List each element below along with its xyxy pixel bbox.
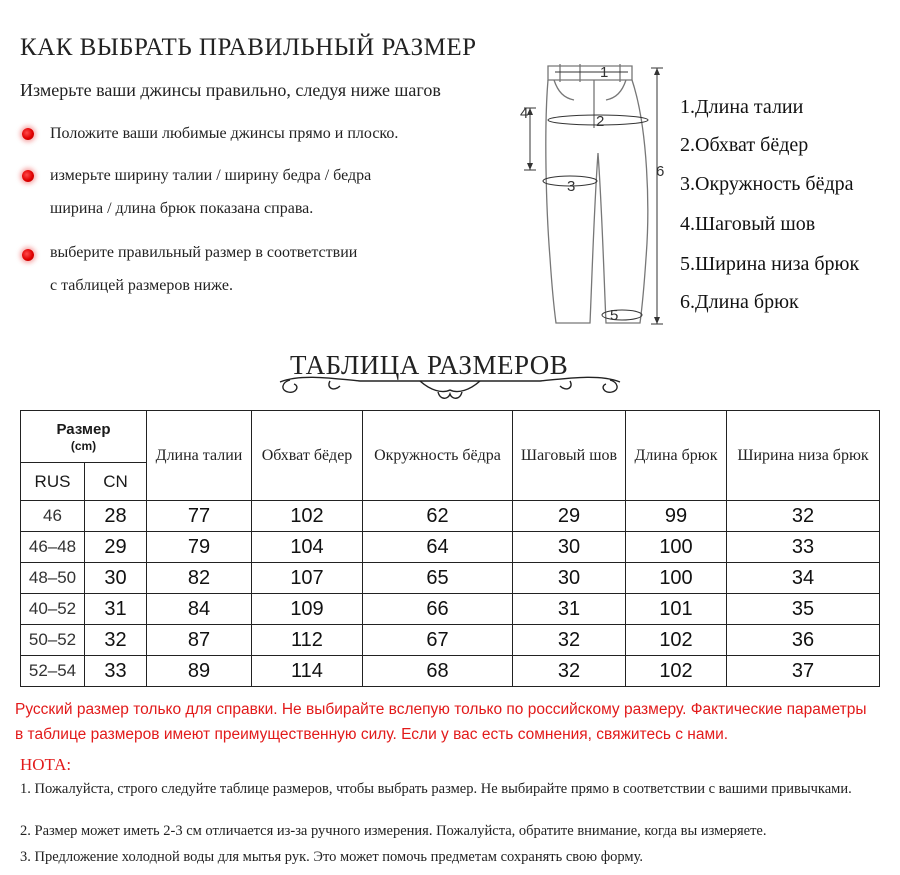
bullet-icon xyxy=(22,128,34,140)
step-2 xyxy=(50,159,371,225)
size-header xyxy=(21,411,147,463)
legend-item-thigh: 3.Окружность бёдра xyxy=(680,173,854,195)
diagram-label-5: 5 xyxy=(610,307,619,324)
legend-item-inseam: 4.Шаговый шов xyxy=(680,213,816,235)
column-header: Обхват бёдер xyxy=(252,411,363,501)
column-header: Длина брюк xyxy=(626,411,727,501)
cell-rus: 48–50 xyxy=(21,563,85,594)
table-cell: 100 xyxy=(626,532,727,563)
diagram-label-3: 3 xyxy=(567,178,576,195)
table-cell: 37 xyxy=(727,656,880,687)
column-header: Окружность бёдра xyxy=(363,411,513,501)
table-cell: 32 xyxy=(727,501,880,532)
step-line: выберите правильный размер в соответствии xyxy=(50,244,358,261)
table-cell: 35 xyxy=(727,594,880,625)
table-cell: 84 xyxy=(147,594,252,625)
table-cell: 89 xyxy=(147,656,252,687)
table-cell: 34 xyxy=(727,563,880,594)
table-cell: 79 xyxy=(147,532,252,563)
size-header-unit: (cm) xyxy=(70,438,97,453)
table-cell: 32 xyxy=(513,625,626,656)
note-item: 1. Пожалуйста, строго следуйте таблице размеров, чтобы выбрать размер. Не выбирайте прямо в соответствии с вашими привычками. xyxy=(20,781,852,797)
table-cell: 67 xyxy=(363,625,513,656)
cell-rus: 40–52 xyxy=(21,594,85,625)
rus-header: RUS xyxy=(21,463,85,501)
table-row xyxy=(21,625,880,656)
table-cell: 33 xyxy=(727,532,880,563)
table-cell: 102 xyxy=(252,501,363,532)
table-cell: 114 xyxy=(252,656,363,687)
step-3 xyxy=(50,236,357,302)
table-cell: 99 xyxy=(626,501,727,532)
legend-item-leg-opening: 5.Ширина низа брюк xyxy=(680,253,860,275)
table-cell: 102 xyxy=(626,656,727,687)
disclaimer-line: Русский размер только для справки. Не выбирайте вслепую только по российскому размеру. Фактические параметры xyxy=(15,701,867,718)
page-subtitle: Измерьте ваши джинсы правильно, следуя ниже шагов xyxy=(20,80,441,100)
table-cell: 109 xyxy=(252,594,363,625)
bullet-icon xyxy=(22,170,34,182)
legend-item-hips: 2.Обхват бёдер xyxy=(680,134,809,156)
cell-cn: 32 xyxy=(85,625,147,656)
disclaimer-text xyxy=(15,697,895,747)
page-title: КАК ВЫБРАТЬ ПРАВИЛЬНЫЙ РАЗМЕР xyxy=(20,34,477,61)
note-item: 3. Предложение холодной воды для мытья рук. Это может помочь предметам сохранять свою форму. xyxy=(20,849,644,865)
table-row xyxy=(21,532,880,563)
leg-opening-ellipse xyxy=(602,310,642,320)
table-cell: 36 xyxy=(727,625,880,656)
cell-rus: 46–48 xyxy=(21,532,85,563)
table-cell: 107 xyxy=(252,563,363,594)
table-cell: 87 xyxy=(147,625,252,656)
diagram-label-1: 1 xyxy=(600,64,609,81)
pocket-left xyxy=(554,80,574,100)
cell-rus: 52–54 xyxy=(21,656,85,687)
diagram-label-6: 6 xyxy=(656,163,665,180)
table-cell: 112 xyxy=(252,625,363,656)
size-chart-title: ТАБЛИЦА РАЗМЕРОВ xyxy=(290,350,569,380)
table-cell: 77 xyxy=(147,501,252,532)
table-cell: 62 xyxy=(363,501,513,532)
step-line: ширина / длина брюк показана справа. xyxy=(50,200,314,217)
table-cell: 65 xyxy=(363,563,513,594)
table-cell: 101 xyxy=(626,594,727,625)
step-1 xyxy=(50,117,398,150)
cell-cn: 31 xyxy=(85,594,147,625)
table-cell: 102 xyxy=(626,625,727,656)
table-cell: 66 xyxy=(363,594,513,625)
cell-cn: 29 xyxy=(85,532,147,563)
step-line: с таблицей размеров ниже. xyxy=(50,277,233,294)
table-cell: 68 xyxy=(363,656,513,687)
ornament-flourish xyxy=(270,368,630,404)
size-header-label: Размер xyxy=(56,420,111,438)
pocket-right xyxy=(606,80,626,100)
cell-cn: 28 xyxy=(85,501,147,532)
step-line: измерьте ширину талии / ширину бедра / бедра xyxy=(50,167,372,184)
pants-diagram xyxy=(510,58,680,333)
table-cell: 30 xyxy=(513,563,626,594)
table-row xyxy=(21,594,880,625)
table-cell: 29 xyxy=(513,501,626,532)
table-row xyxy=(21,563,880,594)
note-title: НОТА: xyxy=(20,755,72,774)
table-cell: 104 xyxy=(252,532,363,563)
step-line: Положите ваши любимые джинсы прямо и плоско. xyxy=(50,125,399,142)
note-item: 2. Размер может иметь 2-3 см отличается из-за ручного измерения. Пожалуйста, обратите внимание, когда вы измеряете. xyxy=(20,823,767,839)
cell-cn: 30 xyxy=(85,563,147,594)
legend-item-length: 6.Длина брюк xyxy=(680,291,799,313)
cell-cn: 33 xyxy=(85,656,147,687)
table-row xyxy=(21,501,880,532)
size-table xyxy=(20,410,880,687)
table-cell: 30 xyxy=(513,532,626,563)
cell-rus: 46 xyxy=(21,501,85,532)
table-cell: 82 xyxy=(147,563,252,594)
bullet-icon xyxy=(22,249,34,261)
disclaimer-line: в таблице размеров имеют преимущественную силу. Если у вас есть сомнения, свяжитесь с нами. xyxy=(15,726,729,743)
column-header: Длина талии xyxy=(147,411,252,501)
diagram-label-4: 4 xyxy=(520,105,529,122)
column-header: Шаговый шов xyxy=(513,411,626,501)
diagram-label-2: 2 xyxy=(596,113,605,130)
belt-loops xyxy=(560,64,620,82)
cell-rus: 50–52 xyxy=(21,625,85,656)
table-cell: 32 xyxy=(513,656,626,687)
table-cell: 31 xyxy=(513,594,626,625)
table-row xyxy=(21,656,880,687)
cn-header: CN xyxy=(85,463,147,501)
legend-item-waist: 1.Длина талии xyxy=(680,96,804,118)
table-cell: 64 xyxy=(363,532,513,563)
column-header: Ширина низа брюк xyxy=(727,411,880,501)
table-cell: 100 xyxy=(626,563,727,594)
